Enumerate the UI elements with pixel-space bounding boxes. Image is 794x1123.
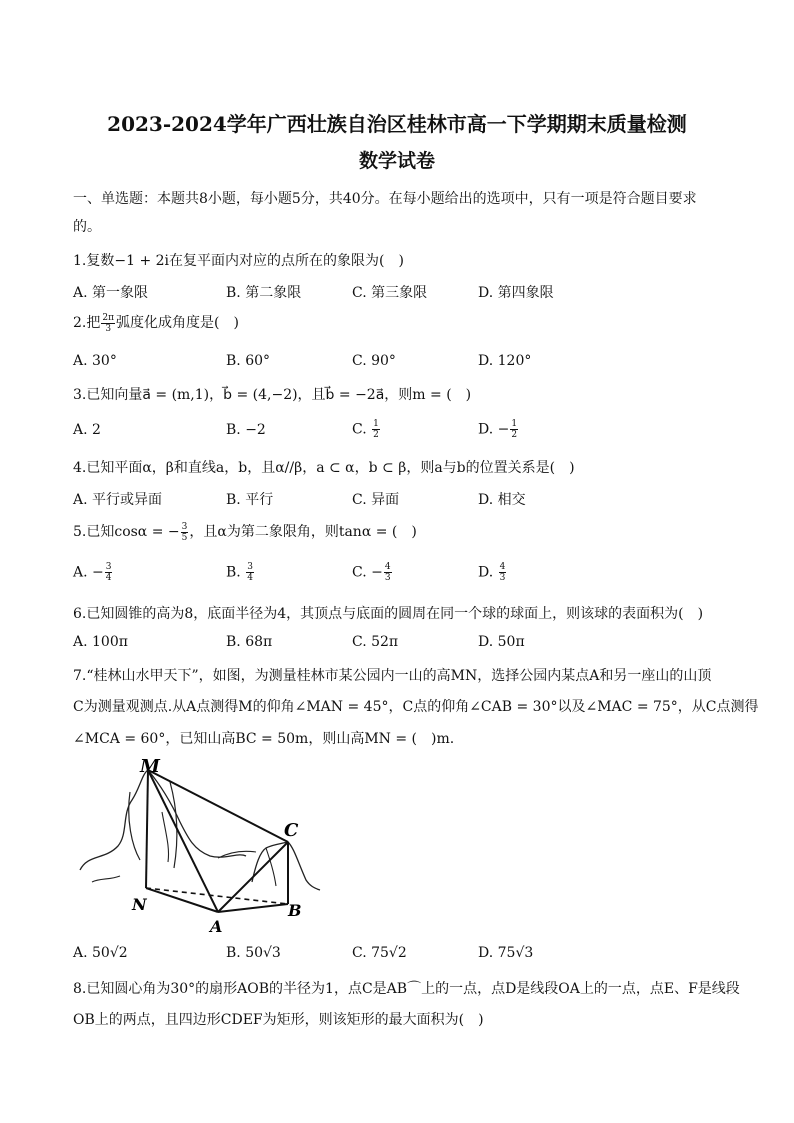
q1-option-d: D. 第四象限 <box>478 285 554 301</box>
question-2-stem <box>73 312 239 334</box>
q5-c-fraction <box>384 562 392 583</box>
q5-c-prefix: C. − <box>352 564 383 581</box>
right-hill-outline <box>252 842 320 890</box>
q5-a-fraction <box>105 562 113 583</box>
q3-c-fraction <box>372 419 380 440</box>
question-8-line-1: 8.已知圆心角为30°的扇形AOB的半径为1，点C是AB⌒上的一点，点D是线段OA上的一点，点E、F是线段 <box>73 981 740 997</box>
segment-CA <box>218 842 288 912</box>
q3-c-prefix: C. <box>352 421 372 438</box>
question-6-stem: 6.已知圆锥的高为8，底面半径为4，其顶点与底面的圆周在同一个球的球面上，则该球的表面积为( ) <box>73 606 704 622</box>
q7-option-b: B. 50√3 <box>226 945 281 961</box>
q5-option-c <box>352 562 393 583</box>
q7-option-d: D. 75√3 <box>478 945 534 961</box>
q5-d-num: 4 <box>499 562 506 572</box>
mountain-figure <box>70 752 330 937</box>
q7-option-a: A. 50√2 <box>73 945 128 961</box>
q5-frac-num: 3 <box>181 521 188 532</box>
segment-AB <box>218 904 288 912</box>
label-M: M <box>140 756 160 777</box>
q2-frac-den: 3 <box>105 323 112 334</box>
q1-option-b: B. 第二象限 <box>226 285 302 301</box>
q3-d-num: 1 <box>511 419 518 429</box>
q5-stem-pre: 5.已知cosα = − <box>73 524 180 540</box>
q2-option-d: D. 120° <box>478 353 532 369</box>
exam-title: 2023-2024学年广西壮族自治区桂林市高一下学期期末质量检测 <box>107 112 687 136</box>
q5-a-den: 4 <box>105 573 112 583</box>
q5-option-a <box>73 562 113 583</box>
q2-option-a: A. 30° <box>73 353 117 369</box>
q4-option-b: B. 平行 <box>226 492 274 508</box>
q3-option-d <box>478 419 519 440</box>
q6-option-d: D. 50π <box>478 634 525 650</box>
question-7-line-3: ∠MCA = 60°，已知山高BC = 50m，则山高MN = ( )m. <box>73 731 455 747</box>
label-A: A <box>210 917 223 936</box>
q3-c-num: 1 <box>373 419 379 429</box>
question-3-stem: 3.已知向量a⃗ = (m,1)，b⃗ = (4,−2)，且b⃗ = −2a⃗，则m = ( ) <box>73 387 472 403</box>
q4-option-a: A. 平行或异面 <box>73 492 163 508</box>
q5-stem-post: ，且α为第二象限角，则tanα = ( ) <box>189 524 417 540</box>
q3-option-b: B. −2 <box>226 422 266 438</box>
segment-MC <box>148 770 288 842</box>
q4-option-c: C. 异面 <box>352 492 400 508</box>
q2-option-b: B. 60° <box>226 353 271 369</box>
q5-b-prefix: B. <box>226 564 246 581</box>
ground-line-left <box>92 876 120 882</box>
q5-d-fraction <box>499 562 507 583</box>
q5-c-num: 4 <box>384 562 391 572</box>
question-1-stem: 1.复数−1 + 2i在复平面内对应的点所在的象限为( ) <box>73 253 404 269</box>
q5-option-d <box>478 562 507 583</box>
q4-option-d: D. 相交 <box>478 492 526 508</box>
exam-subtitle: 数学试卷 <box>358 150 435 172</box>
q5-d-prefix: D. <box>478 564 498 581</box>
question-5-stem <box>73 521 417 543</box>
section-header-cont: 的。 <box>73 219 101 235</box>
q2-stem-post: 弧度化成角度是( ) <box>116 315 239 331</box>
label-B: B <box>288 901 302 920</box>
q5-b-fraction <box>246 562 254 583</box>
q6-option-c: C. 52π <box>352 634 399 650</box>
question-7-line-1: 7.“桂林山水甲天下”，如图，为测量桂林市某公园内一山的高MN，选择公园内某点A和另一座山的山顶 <box>73 668 712 684</box>
q3-d-prefix: D. − <box>478 421 510 438</box>
q2-fraction <box>101 313 115 334</box>
q5-b-num: 3 <box>247 562 253 572</box>
q5-frac-den: 5 <box>181 532 188 543</box>
mountain-ridge-3 <box>162 812 169 862</box>
q5-a-num: 3 <box>105 562 112 572</box>
q6-option-a: A. 100π <box>73 634 128 650</box>
segment-MN <box>146 770 148 888</box>
label-N: N <box>132 895 147 914</box>
question-8-line-2: OB上的两点，且四边形CDEF为矩形，则该矩形的最大面积为( ) <box>73 1012 484 1028</box>
q5-d-den: 3 <box>499 573 506 583</box>
question-4-stem: 4.已知平面α，β和直线a，b，且α//β，a ⊂ α，b ⊂ β，则a与b的位置关系是( ) <box>73 460 575 476</box>
right-hill-ridge <box>266 848 276 886</box>
q2-frac-num: 2π <box>102 312 115 323</box>
q3-option-c <box>352 419 381 440</box>
q5-a-prefix: A. − <box>73 564 104 581</box>
q3-c-den: 2 <box>373 430 379 440</box>
q1-option-a: A. 第一象限 <box>73 285 149 301</box>
q5-option-b <box>226 562 255 583</box>
q5-fraction <box>181 522 189 543</box>
q3-option-a: A. 2 <box>73 422 101 438</box>
q3-d-fraction <box>510 419 518 440</box>
label-C: C <box>284 820 299 841</box>
q1-option-c: C. 第三象限 <box>352 285 428 301</box>
q5-b-den: 4 <box>247 573 253 583</box>
q2-option-c: C. 90° <box>352 353 396 369</box>
question-7-line-2: C为测量观测点.从A点测得M的仰角∠MAN = 45°，C点的仰角∠CAB = 30°以及∠MAC = 75°，从C点测得 <box>73 699 759 715</box>
segment-MA <box>148 770 218 912</box>
section-header: 一、单选题：本题共8小题，每小题5分，共40分。在每小题给出的选项中，只有一项是符合题目要求 <box>73 191 697 207</box>
q7-option-c: C. 75√2 <box>352 945 407 961</box>
q3-d-den: 2 <box>511 430 518 440</box>
q5-c-den: 3 <box>384 573 391 583</box>
q2-stem-pre: 2.把 <box>73 315 101 331</box>
q6-option-b: B. 68π <box>226 634 273 650</box>
